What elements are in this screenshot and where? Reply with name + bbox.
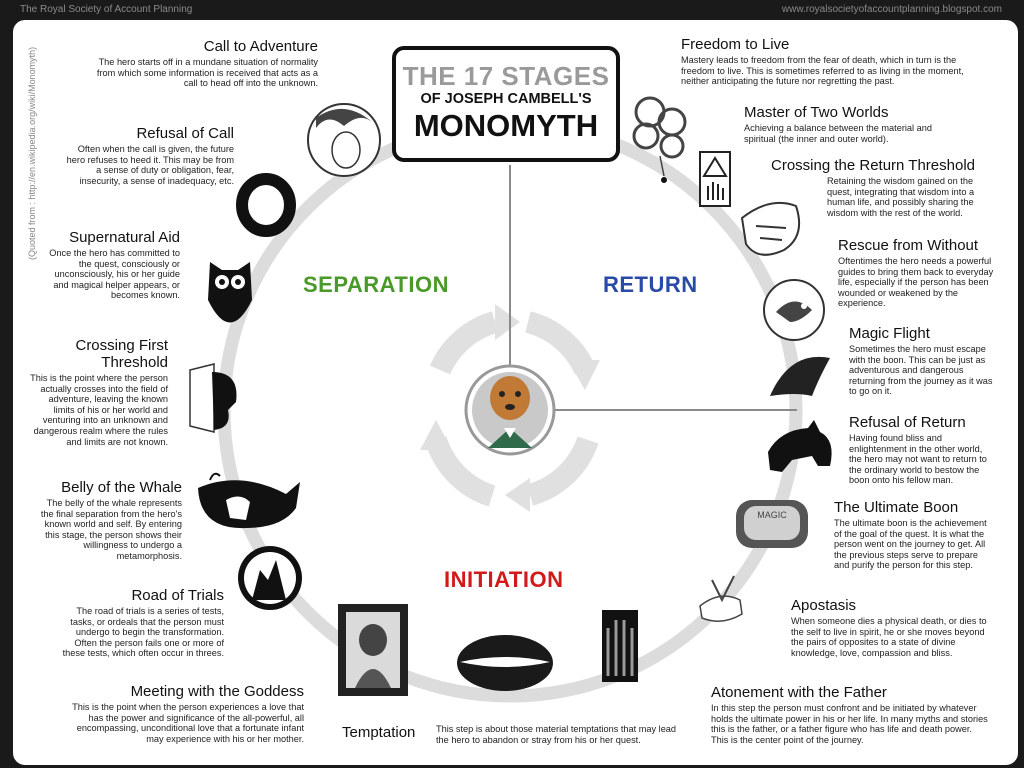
- stage-magic-flight: [849, 325, 997, 397]
- stage-crossing-the-return-threshold: [771, 157, 1003, 218]
- header-society-name: The Royal Society of Account Planning: [20, 4, 193, 15]
- warning-hand-icon: [700, 152, 730, 206]
- stage-description: The road of trials is a series of tests, tasks, or ordeals that the person must undergo to begin the transformation. Often the person fails one or more of these tests, which often occur in threes.: [62, 606, 224, 659]
- stage-title: The Ultimate Boon: [834, 499, 959, 516]
- title-line2: OF JOSEPH CAMBELL'S: [420, 91, 592, 107]
- koi-fish-icon: [764, 280, 824, 340]
- stage-temptation-title: [342, 724, 437, 741]
- tower-scene-icon: [238, 546, 302, 610]
- title-line3: MONOMYTH: [413, 108, 599, 143]
- magic-ring-icon: [736, 500, 808, 548]
- stage-description: In this step the person must confront and be initiated by whatever holds the ultimate power in his or her life. In many myths and stories this is the father, or a father figure who has life and death power. This is the center point of the journey.: [711, 703, 988, 745]
- header-blog-url: www.royalsocietyofaccountplanning.blogspot.com: [781, 4, 1002, 15]
- stage-temptation-description: [436, 722, 686, 745]
- stage-title: Master of Two Worlds: [744, 104, 889, 121]
- stage-title: Meeting with the Goddess: [130, 683, 304, 700]
- stage-title: Refusal of Return: [849, 414, 966, 431]
- stage-description: This is the point when the person experiences a love that has the power and significance of the all-powerful, all encompassing, unconditional love that a fortunate infant may experience with his or her mother.: [72, 702, 304, 744]
- stage-title: Rescue from Without: [838, 237, 979, 254]
- stage-title: Magic Flight: [849, 325, 930, 342]
- face-hair-icon: [308, 104, 380, 176]
- stage-belly-of-the-whale: [36, 479, 182, 562]
- magic-ring-text: MAGIC: [757, 510, 787, 520]
- stage-title: Supernatural Aid: [69, 229, 180, 246]
- stage-description: Sometimes the hero must escape with the boon. This can be just as adventurous and dangerous returning from the journey as it was to go on it.: [849, 344, 993, 397]
- stage-description: This step is about those material temptations that may lead the hero to abandon or stray from his or her quest.: [436, 724, 677, 745]
- stage-atonement-with-the-father: [711, 684, 989, 745]
- phase-return: RETURN: [603, 272, 698, 297]
- mobius-loop-icon: [242, 179, 290, 231]
- title-line1: THE 17 STAGES: [402, 61, 610, 91]
- stage-title: Road of Trials: [131, 587, 224, 604]
- hand-palm-icon: [602, 610, 638, 682]
- stage-description: Once the hero has committed to the quest, consciously or unconsciously, his or her guide and magical helper appears, or becomes known.: [49, 248, 180, 301]
- phase-initiation: INITIATION: [444, 567, 564, 592]
- stage-description: This is the point where the person actually crosses into the field of adventure, leaving the known limits of his or her world and venturing into an unknown and dangerous realm where the rules and limits are not known.: [30, 373, 168, 447]
- stage-title: Crossing the Return Threshold: [771, 157, 975, 174]
- stage-title: Apostasis: [791, 597, 857, 614]
- whale-icon: [198, 474, 300, 528]
- stage-description: When someone dies a physical death, or dies to the self to live in spirit, he or she moves beyond the pairs of opposites to a state of divine knowledge, love, compassion and bliss.: [791, 616, 987, 658]
- stage-crossing-first-threshold: [28, 337, 168, 447]
- stage-rescue-from-without: [838, 237, 1000, 309]
- wing-icon: [770, 357, 830, 396]
- stage-title: Call to Adventure: [203, 38, 318, 55]
- stage-title: Crossing First Threshold: [75, 337, 168, 371]
- stage-road-of-trials: [52, 587, 224, 659]
- stage-description: Achieving a balance between the material and spiritual (the inner and outer world).: [744, 123, 932, 144]
- stage-title: Atonement with the Father: [711, 684, 887, 701]
- stage-description: The belly of the whale represents the final separation from the hero's known world and self. By entering this stage, the person shows their willingness to undergo a metamorphosis.: [40, 498, 182, 561]
- stage-call-to-adventure: [92, 38, 318, 89]
- stage-description: Oftentimes the hero needs a powerful guides to bring them back to everyday life, especially if the person has been wounded or weakened by the experience.: [838, 256, 994, 309]
- stage-description: Having found bliss and enlightenment in the other world, the hero may not want to return to the ordinary world to bestow the boon onto his fellow man.: [849, 433, 987, 486]
- stage-apostasis: [791, 597, 987, 658]
- stage-title: Freedom to Live: [681, 36, 790, 53]
- stage-description: The ultimate boon is the achievement of the goal of the quest. It is what the person went on the journey to get. All the previous steps serve to prepare and purify the person for this step.: [834, 518, 987, 571]
- stage-meeting-with-the-goddess: [64, 683, 304, 744]
- stage-description: Retaining the wisdom gained on the quest, integrating that wisdom into a human life, and possibly sharing the wisdom with the rest of the world.: [827, 176, 975, 218]
- stage-title: Refusal of Call: [136, 125, 234, 142]
- stage-title: Belly of the Whale: [61, 479, 182, 496]
- lips-icon: [457, 635, 553, 691]
- title-box: [392, 46, 620, 162]
- stage-supernatural-aid: [46, 229, 180, 301]
- stage-the-ultimate-boon: [834, 499, 994, 571]
- stage-master-of-two-worlds: [744, 104, 954, 144]
- phase-separation: SEPARATION: [303, 272, 449, 297]
- stage-refusal-of-return: [849, 414, 997, 486]
- stage-refusal-of-call: [60, 125, 234, 186]
- goddess-artwork-icon: [338, 604, 408, 696]
- stage-title: Temptation: [342, 724, 416, 741]
- stage-description: Mastery leads to freedom from the fear of death, which in turn is the freedom to live. This is sometimes referred to as living in the moment, neither anticipating the future nor regretting the past.: [681, 55, 964, 87]
- stage-description: Often when the call is given, the future hero refuses to heed it. This may be from a sense of duty or obligation, fear, insecurity, a sense of inadequacy, etc.: [66, 144, 234, 186]
- source-note: (Quoted from : http://en.wikipedia.org/wiki/Monomyth): [27, 46, 37, 260]
- stage-freedom-to-live: [681, 36, 981, 87]
- stage-description: The hero starts off in a mundane situation of normality from which some information is received that acts as a call to head off into the unknown.: [96, 57, 318, 89]
- hero-portrait-icon: [466, 366, 554, 454]
